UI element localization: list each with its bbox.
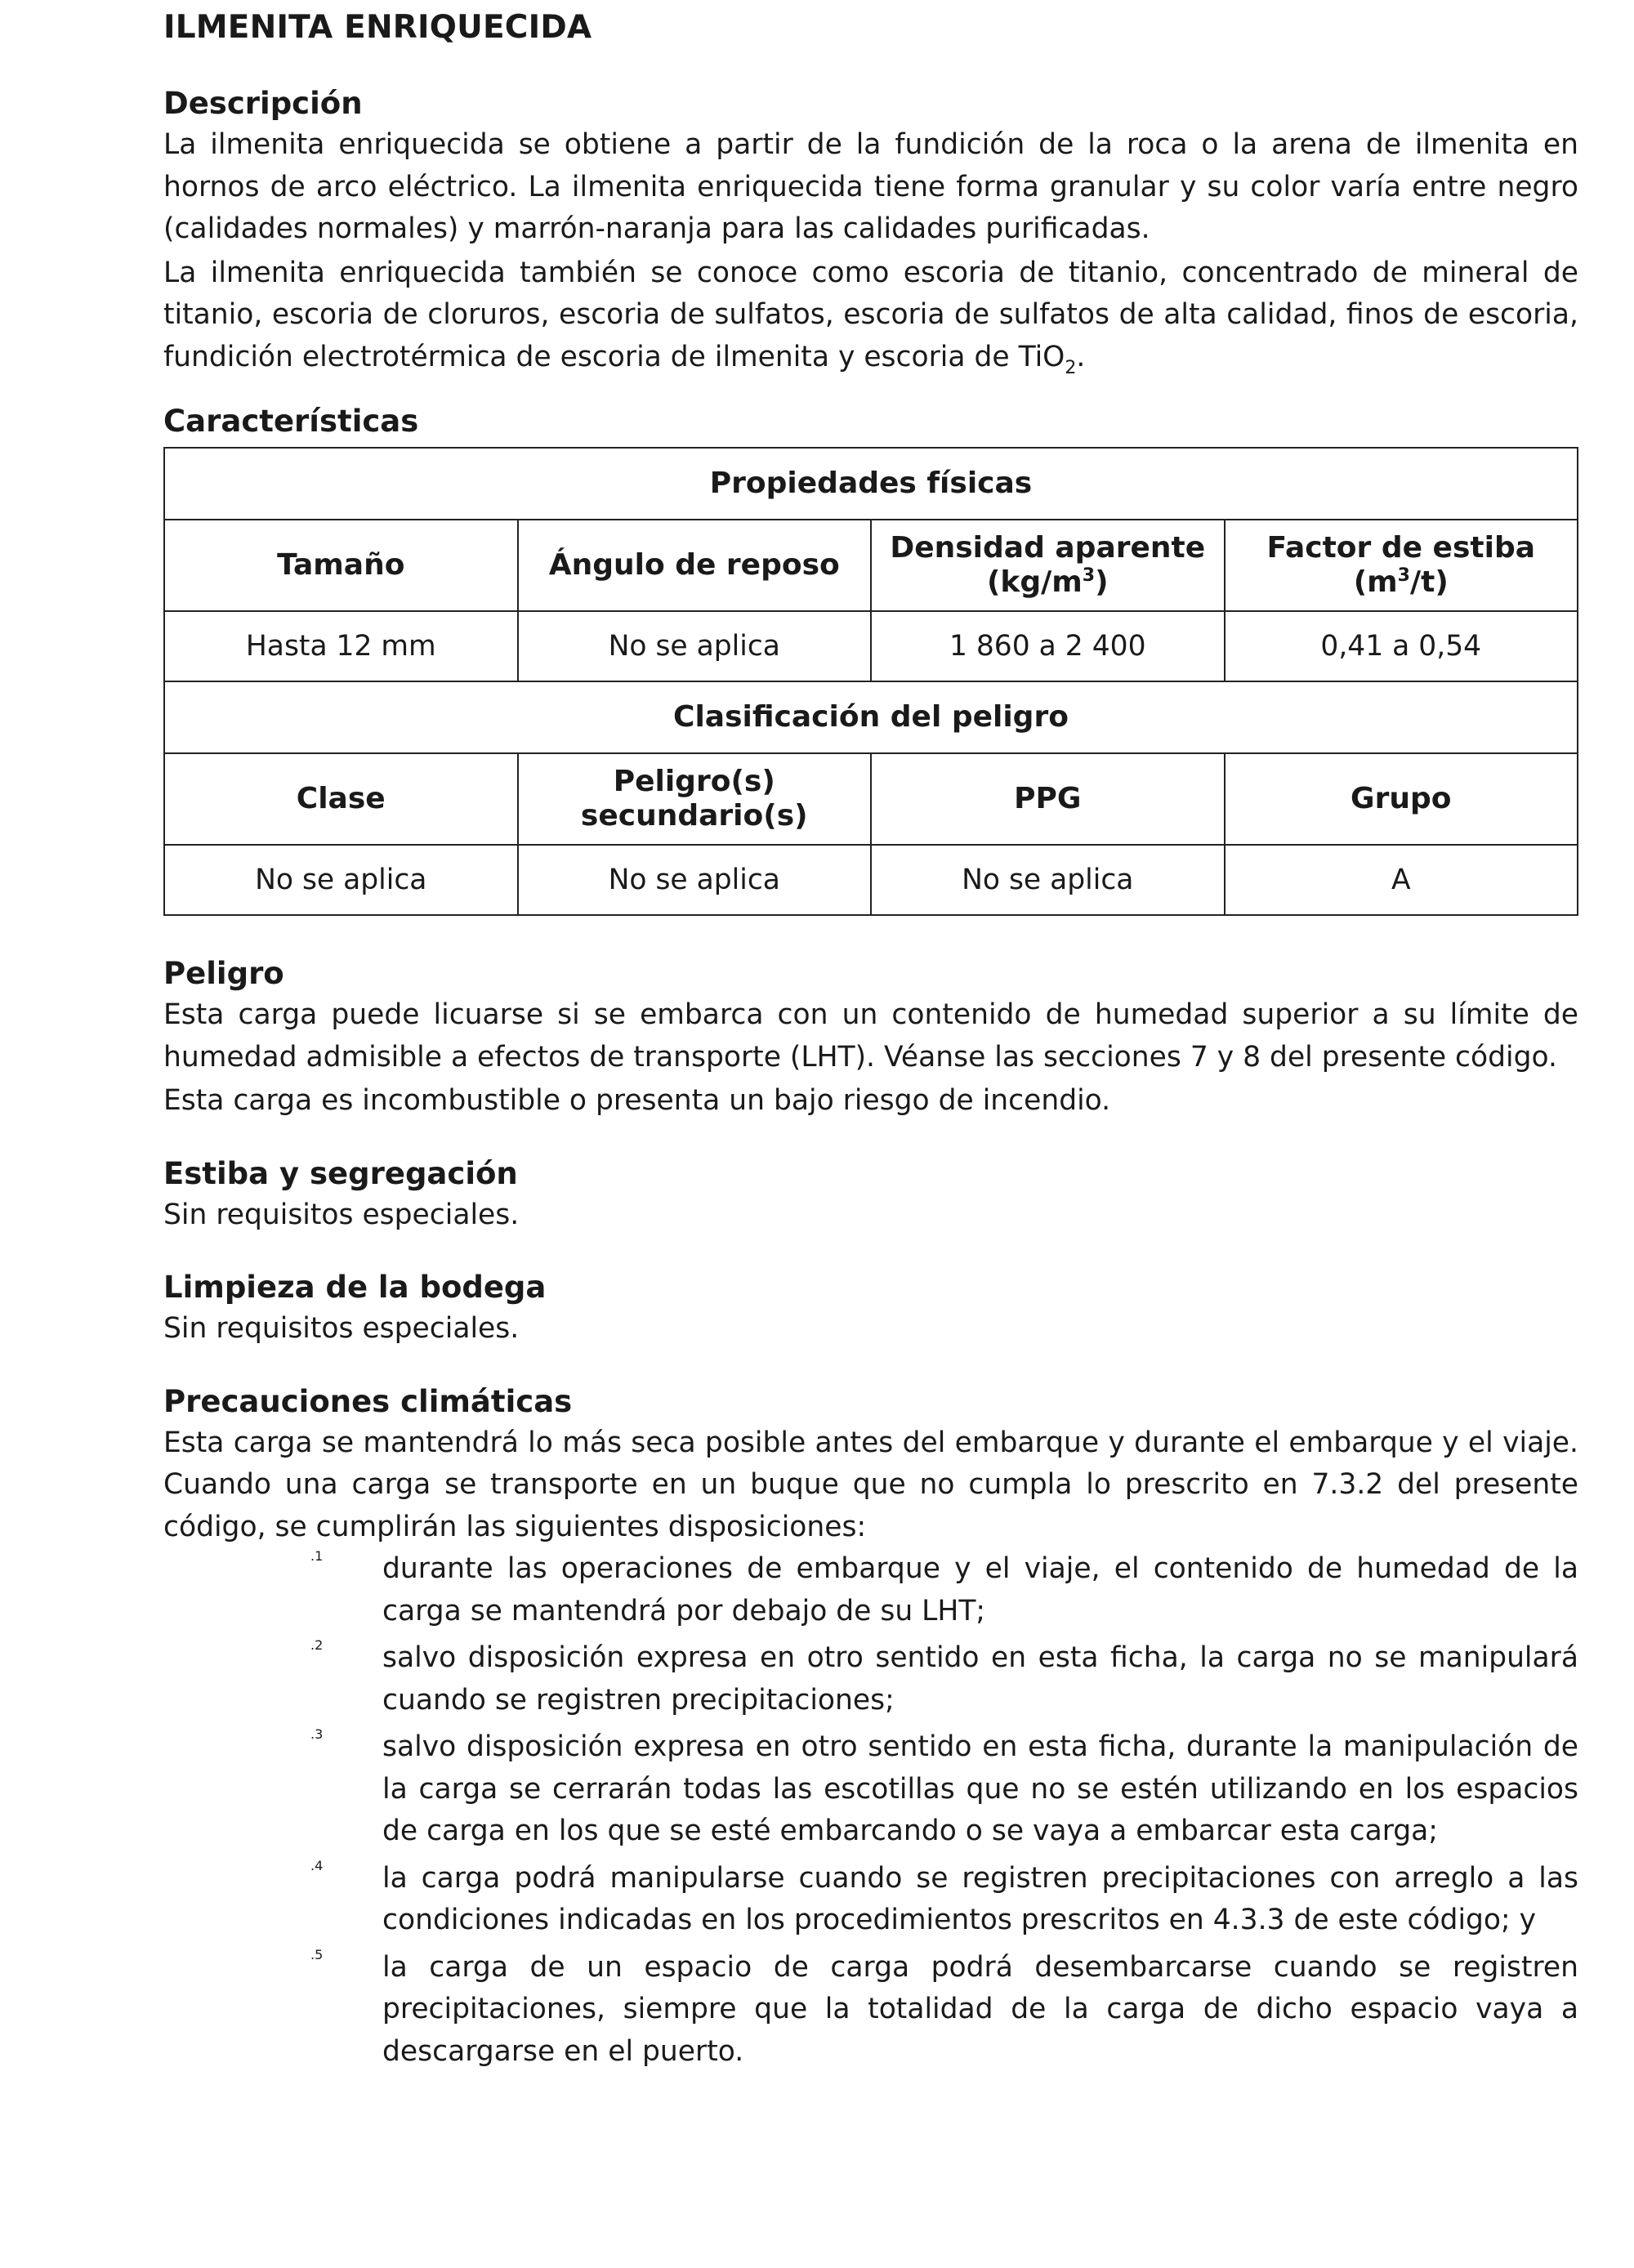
estiba-text: Sin requisitos especiales. <box>163 1198 520 1231</box>
precauciones-list <box>163 1548 1578 2073</box>
densidad-unit-sup: 3 <box>1082 565 1096 586</box>
caracteristicas-section <box>163 401 1578 916</box>
list-item <box>163 1947 1578 2074</box>
peligro-paragraph-2: Esta carga es incombustible o presenta un bajo riesgo de incendio. <box>163 1084 1111 1117</box>
list-item-text: la carga podrá manipularse cuando se registren precipitaciones con arreglo a las condiciones indicadas en los procedimientos prescritos en 4.3.3 de este código; y <box>382 1861 1578 1936</box>
list-item-number: .1 <box>310 1548 324 1564</box>
tio2-subscript: 2 <box>1065 357 1077 378</box>
header-grupo: Grupo <box>1225 753 1578 845</box>
peligro-paragraph-1: Esta carga puede licuarse si se embarca con un contenido de humedad superior a su límite de humedad admisible a efectos de transporte (LHT). Véanse las secciones 7 y 8 del presente código. <box>163 998 1578 1074</box>
list-item <box>163 1858 1578 1942</box>
descripcion-paragraph-2 <box>163 252 1578 379</box>
list-item <box>163 1548 1578 1632</box>
descripcion-p2-text: La ilmenita enriquecida también se conoce como escoria de titanio, concentrado de mineral de titanio, escoria de cloruros, escoria de sulfatos, escoria de sulfatos de alta calidad, finos de escoria, fundición electrotérmica de escoria de ilmenita y escoria de TiO <box>163 256 1578 373</box>
estiba-section <box>163 1154 1578 1237</box>
descripcion-heading: Descripción <box>163 86 363 121</box>
factor-unit-pre: (m <box>1353 565 1398 599</box>
densidad-label: Densidad aparente <box>890 531 1206 565</box>
document-page <box>163 0 1578 2073</box>
densidad-unit-pre: (kg/m <box>986 565 1083 599</box>
densidad-unit-post: ) <box>1095 565 1109 599</box>
precauciones-section <box>163 1382 1578 2074</box>
peligro-secundario-line-1: Peligro(s) <box>613 765 775 798</box>
list-item <box>163 1726 1578 1853</box>
caracteristicas-table <box>163 447 1578 916</box>
value-ppg: No se aplica <box>871 845 1225 915</box>
value-clase: No se aplica <box>164 845 518 915</box>
list-item-text: la carga de un espacio de carga podrá desembarcarse cuando se registren precipitaciones, siempre que la totalidad de la carga de dicho espacio vaya a descargarse en el puerto. <box>382 1950 1578 2068</box>
header-densidad-aparente <box>871 520 1225 611</box>
header-ppg: PPG <box>871 753 1225 845</box>
list-item-number: .2 <box>310 1637 324 1653</box>
list-item-number: .3 <box>310 1726 324 1742</box>
header-clase: Clase <box>164 753 518 845</box>
estiba-heading: Estiba y segregación <box>163 1155 518 1191</box>
list-item <box>163 1637 1578 1721</box>
list-item-number: .5 <box>310 1946 324 1962</box>
value-tamano: Hasta 12 mm <box>164 611 518 681</box>
page-title: ILMENITA ENRIQUECIDA <box>163 9 592 46</box>
value-angulo-reposo: No se aplica <box>518 611 872 681</box>
limpieza-heading: Limpieza de la bodega <box>163 1270 547 1305</box>
value-factor-estiba: 0,41 a 0,54 <box>1225 611 1578 681</box>
value-grupo: A <box>1225 845 1578 915</box>
limpieza-text: Sin requisitos especiales. <box>163 1312 520 1345</box>
list-item-number: .4 <box>310 1857 324 1873</box>
descripcion-p2-end: . <box>1076 340 1086 373</box>
factor-unit-post: /t) <box>1409 565 1449 599</box>
header-tamano: Tamaño <box>164 520 518 611</box>
peligro-section <box>163 953 1578 1123</box>
header-factor-estiba <box>1225 520 1578 611</box>
propiedades-fisicas-title: Propiedades físicas <box>164 448 1578 520</box>
value-peligro-secundario: No se aplica <box>518 845 872 915</box>
limpieza-section <box>163 1267 1578 1351</box>
peligro-heading: Peligro <box>163 956 284 991</box>
factor-label: Factor de estiba <box>1266 531 1536 565</box>
caracteristicas-heading: Características <box>163 404 419 439</box>
list-item-text: salvo disposición expresa en otro sentido en esta ficha, la carga no se manipulará cuando se registren precipitaciones; <box>382 1641 1578 1717</box>
list-item-text: salvo disposición expresa en otro sentido en esta ficha, durante la manipulación de la carga se cerrarán todas las escotillas que no se estén utilizando en los espacios de carga en los que se esté embarcando o se vaya a embarcar esta carga; <box>382 1730 1578 1847</box>
header-peligro-secundario <box>518 753 872 845</box>
list-item-text: durante las operaciones de embarque y el viaje, el contenido de humedad de la carga se mantendrá por debajo de su LHT; <box>382 1552 1578 1627</box>
clasificacion-peligro-title: Clasificación del peligro <box>164 681 1578 753</box>
precauciones-intro: Esta carga se mantendrá lo más seca posible antes del embarque y durante el embarque y el viaje. Cuando una carga se transporte en un buque que no cumpla lo prescrito en 7.3.2 del presente código, se cumplirán las siguientes disposiciones: <box>163 1426 1578 1543</box>
value-densidad-aparente: 1 860 a 2 400 <box>871 611 1225 681</box>
precauciones-heading: Precauciones climáticas <box>163 1383 573 1419</box>
factor-unit-sup: 3 <box>1397 565 1410 586</box>
descripcion-paragraph-1: La ilmenita enriquecida se obtiene a partir de la fundición de la roca o la arena de ilmenita en hornos de arco eléctrico. La ilmenita enriquecida tiene forma granular y su color varía entre negro (calidades normales) y marrón-naranja para las calidades purificadas. <box>163 128 1578 245</box>
header-angulo-reposo: Ángulo de reposo <box>518 520 872 611</box>
peligro-secundario-line-2: secundario(s) <box>580 799 808 833</box>
